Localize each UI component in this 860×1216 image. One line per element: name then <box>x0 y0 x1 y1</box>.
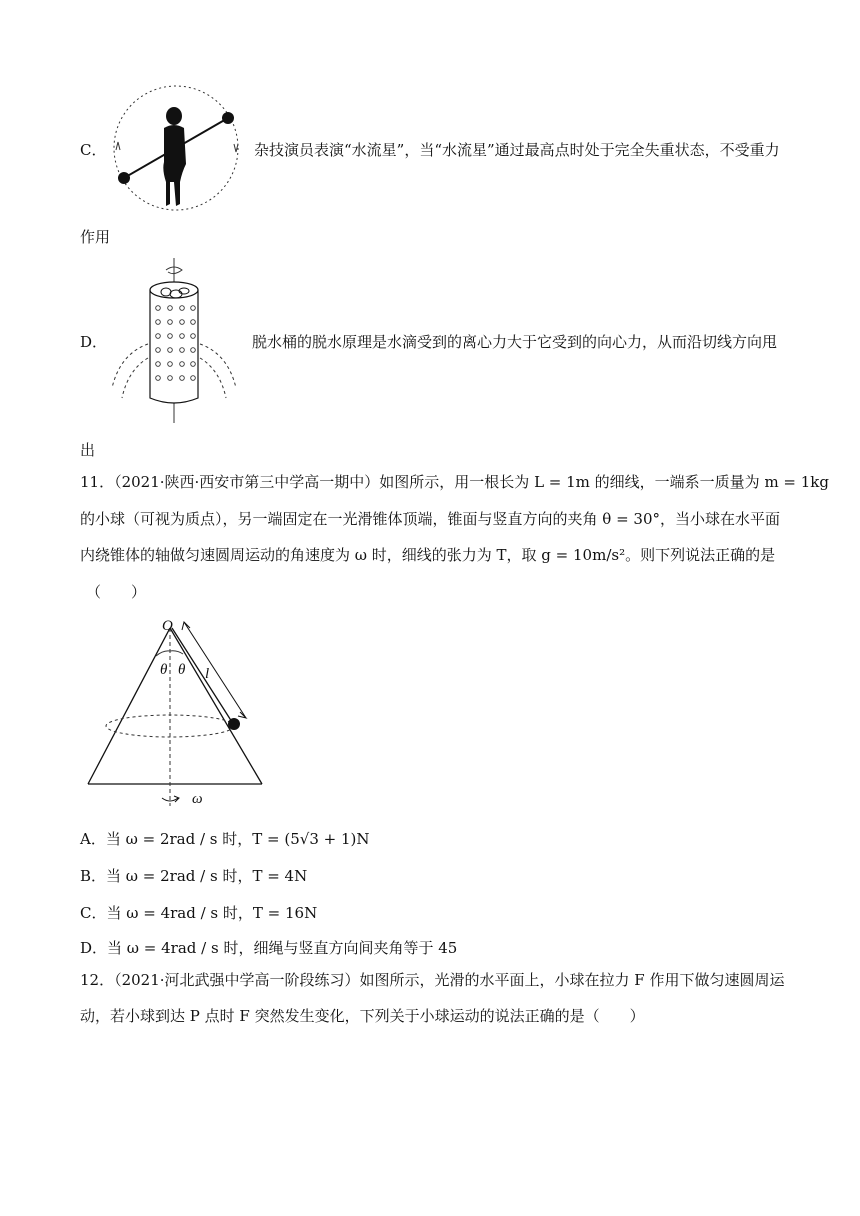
q11-option-c-text: 当 ω = 4rad / s 时，T = 16N <box>106 904 318 922</box>
omega-label: ω <box>192 791 203 807</box>
q11-option-d-text: 当 ω = 4rad / s 时，细绳与竖直方向间夹角等于 45 <box>107 939 458 957</box>
performer-silhouette <box>163 107 186 206</box>
water-trajectory-left-2 <box>122 358 148 398</box>
option-c-text: 杂技演员表演“水流星”，当“水流星”通过最高点时处于完全失重状态，不受重力 <box>254 141 780 159</box>
q11-option-a-text: 当 ω = 2rad / s 时，T = (5√3 + 1)N <box>105 830 370 848</box>
q12-line-2: 动，若小球到达 P 点时 F 突然发生变化，下列关于小球运动的说法正确的是（ ） <box>80 1007 645 1025</box>
q11-line-1: 11．（2021·陕西·西安市第三中学高一期中）如图所示，用一根长为 L = 1m 的细线，一端系一质量为 m = 1kg <box>80 473 830 491</box>
motion-arrow-right <box>234 144 238 152</box>
q11-option-a-label: A． <box>80 830 106 848</box>
water-meteor-figure <box>112 86 242 216</box>
theta-label-left: θ <box>160 662 168 678</box>
water-cup-bottom <box>118 172 130 184</box>
spin-dryer-figure <box>110 258 240 423</box>
theta-label-right: θ <box>178 662 186 678</box>
q11-line-3: 内绕锥体的轴做匀速圆周运动的角速度为 ω 时，细线的张力为 T，取 g = 10m/s²。则下列说法正确的是 <box>80 546 776 564</box>
water-trajectory-right-2 <box>200 358 226 398</box>
q11-option-d-label: D． <box>80 939 108 957</box>
q11-option-c-label: C． <box>80 904 107 922</box>
water-cup-top <box>222 112 234 124</box>
cone-figure <box>86 616 286 811</box>
q11-option-b <box>80 866 307 886</box>
cone-right-side <box>170 628 262 784</box>
q11-option-b-text: 当 ω = 2rad / s 时，T = 4N <box>106 867 308 885</box>
option-c-wrap: 作用 <box>80 228 111 246</box>
option-d-wrap: 出 <box>80 441 96 459</box>
length-arrow-bottom <box>238 712 246 718</box>
option-d-label: D． <box>80 333 108 351</box>
q11-answer-paren: （ ） <box>86 583 147 601</box>
theta-arc-right <box>170 651 183 654</box>
length-label-l: l <box>205 666 210 682</box>
q11-option-a <box>80 829 370 849</box>
motion-arrow-left <box>116 142 120 150</box>
water-trajectory-right <box>200 344 236 388</box>
option-d-text: 脱水桶的脱水原理是水滴受到的离心力大于它受到的向心力，从而沿切线方向甩 <box>252 333 778 351</box>
q11-option-b-label: B． <box>80 867 107 885</box>
q11-option-c <box>80 903 317 923</box>
option-c-label: C． <box>80 141 107 159</box>
water-trajectory-left <box>112 344 148 388</box>
apex-label-o: O <box>162 618 173 634</box>
ball <box>228 718 240 730</box>
cone-left-side <box>88 628 170 784</box>
q11-option-d <box>80 938 457 958</box>
q12-line-1: 12．（2021·河北武强中学高一阶段练习）如图所示，光滑的水平面上，小球在拉力 F 作用下做匀速圆周运 <box>80 971 785 989</box>
q11-line-2: 的小球（可视为质点），另一端固定在一光滑锥体顶端，锥面与竖直方向的夹角 θ = 30°，当小球在水平面 <box>80 510 780 528</box>
